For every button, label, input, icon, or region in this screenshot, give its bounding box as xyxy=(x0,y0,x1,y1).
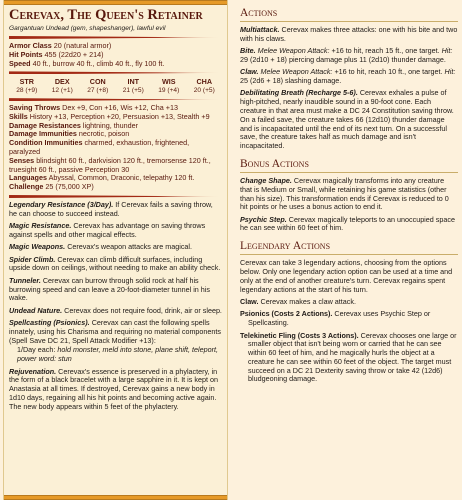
ability-con: CON 27 (+8) xyxy=(87,77,109,95)
action-debilitating-breath: Debilitating Breath (Recharge 5-6). Cerevax exhales a pulse of high-pitched, nearly inaudible sound in a 90-foot cone. Each creature in that area must make a DC 24 Constitution saving throw. On a failed save, the creature takes 66 (12d10) thunder damage and is incapacitated until the end of its next turn. On a successful save, the creature takes half as much damage and isn't incapacitated. xyxy=(240,88,454,151)
trait-spellcasting: Spellcasting (Psionics). Cerevax can cast the following spells innately, using his Charisma and requiring no material components (Spell Save DC 21, Spell Attack Modifier +13): xyxy=(9,318,222,345)
stat-block-right-column xyxy=(236,0,460,388)
actions-heading: Actions xyxy=(240,6,458,22)
saving-throws: Saving Throws Dex +9, Con +16, Wis +12, Cha +13 xyxy=(9,103,178,113)
monster-name: Cerevax, The Queen's Retainer xyxy=(9,7,203,23)
armor-class: Armor Class 20 (natural armor) xyxy=(9,40,112,50)
trait-legendary-resistance: Legendary Resistance (3/Day). If Cerevax fails a saving throw, he can choose to succeed instead. xyxy=(9,199,213,218)
challenge: Challenge 25 (75,000 XP) xyxy=(9,182,94,192)
legendary-telekinetic-fling: Telekinetic Fling (Costs 3 Actions). Cerevax chooses one large or smaller object that isn't being worn or carried that he can see within 60 feet of him, and he magically hurls the object at a creature he can see within 60 feet of the object. The target must succeed on a DC 21 Dexterity saving throw or take 42 (12d6) bludgeoning damage. xyxy=(240,330,457,384)
divider xyxy=(9,98,222,101)
ability-dex: DEX 12 (+1) xyxy=(51,77,73,95)
ability-cha: CHA 20 (+5) xyxy=(193,77,215,95)
ability-scores xyxy=(9,78,222,95)
damage-resistances: Damage Resistances lightning, thunder xyxy=(9,120,139,130)
bonus-change-shape: Change Shape. Cerevax magically transforms into any creature that is Medium or Small, while retaining his game statistics (other than his size). This transformation ends if Cerevax is reduced to 0 hit points or he uses a bonus action to end it. xyxy=(240,175,449,212)
action-multiattack: Multiattack. Cerevax makes three attacks: one with his bite and two with his claws. xyxy=(240,25,458,43)
speed: Speed 40 ft., burrow 40 ft., climb 40 ft., fly 100 ft. xyxy=(9,58,165,68)
stat-block-left-column xyxy=(3,0,228,500)
legendary-intro: Cerevax can take 3 legendary actions, choosing from the options below. Only one legendary action option can be used at a time and only at the end of another creature's turn. Cerevax regains spent legendary actions at the start of his turn. xyxy=(240,258,453,294)
trait-magic-resistance: Magic Resistance. Cerevax has advantage on saving throws against spells and other magical effects. xyxy=(9,221,206,239)
trait-magic-weapons: Magic Weapons. Cerevax's weapon attacks are magical. xyxy=(9,242,193,252)
condition-immunities: Condition Immunities charmed, exhaustion, frightened, paralyzed xyxy=(9,138,190,157)
trait-spider-climb: Spider Climb. Cerevax can climb difficult surfaces, including upside down on ceilings, without needing to make an ability check. xyxy=(9,254,221,273)
trait-rejuvenation: Rejuvenation. Cerevax's essence is preserved in a phylactery, in the form of a black bracelet with a large sapphire in it. It is kept on Anastasia at all times. If destroyed, Cerevax gains a new body in 1d10 days, regaining all his hit points and becoming active again. The new body appears within 5 feet of the phylactery. xyxy=(9,366,218,411)
bonus-psychic-step: Psychic Step. Cerevax magically teleports to an unoccupied space he can see within 60 feet of him. xyxy=(240,214,455,233)
ability-int: INT 21 (+5) xyxy=(122,77,144,95)
action-claw: Claw. Melee Weapon Attack: +16 to hit, reach 10 ft., one target. Hit: 25 (2d6 + 18) slashing damage. xyxy=(240,67,456,86)
legendary-actions-heading: Legendary Actions xyxy=(240,239,458,255)
skills: Skills History +13, Perception +20, Persuasion +13, Stealth +9 xyxy=(9,111,210,121)
languages: Languages Abyssal, Common, Draconic, telepathy 120 ft. xyxy=(9,173,195,183)
divider xyxy=(9,71,222,74)
action-bite: Bite. Melee Weapon Attack: +16 to hit, reach 15 ft., one target. Hit: 29 (2d10 + 18) piercing damage plus 11 (2d10) thunder damage. xyxy=(240,46,453,64)
monster-type: Gargantuan Undead (gem, shapeshanger), lawful evil xyxy=(9,24,166,32)
legendary-claw: Claw. Cerevax makes a claw attack. xyxy=(240,296,356,306)
hit-points: Hit Points 455 (22d20 + 214) xyxy=(9,49,104,59)
divider xyxy=(9,195,222,198)
senses: Senses blindsight 60 ft., darkvision 120 ft., tremorsense 120 ft., truesight 60 ft., passive Perception 30 xyxy=(9,155,211,174)
trait-tunneler: Tunneler. Cerevax can burrow through solid rock at half his burrowing speed and can leave a 20-foot-diameter tunnel in his wake. xyxy=(9,275,210,303)
damage-immunities: Damage Immunities necrotic, poison xyxy=(9,129,130,139)
trait-undead-nature: Undead Nature. Cerevax does not require food, drink, air or sleep. xyxy=(9,305,222,315)
divider xyxy=(9,36,222,39)
ability-str: STR 28 (+9) xyxy=(16,77,38,95)
bonus-actions-heading: Bonus Actions xyxy=(240,157,458,173)
legendary-psionics: Psionics (Costs 2 Actions). Cerevax uses Psychic Step or Spellcasting. xyxy=(240,309,431,328)
ability-wis: WIS 19 (+4) xyxy=(158,77,180,95)
spell-list: 1/Day each: hold monster, meld into stone, plane shift, teleport, power word: stun xyxy=(17,345,218,364)
